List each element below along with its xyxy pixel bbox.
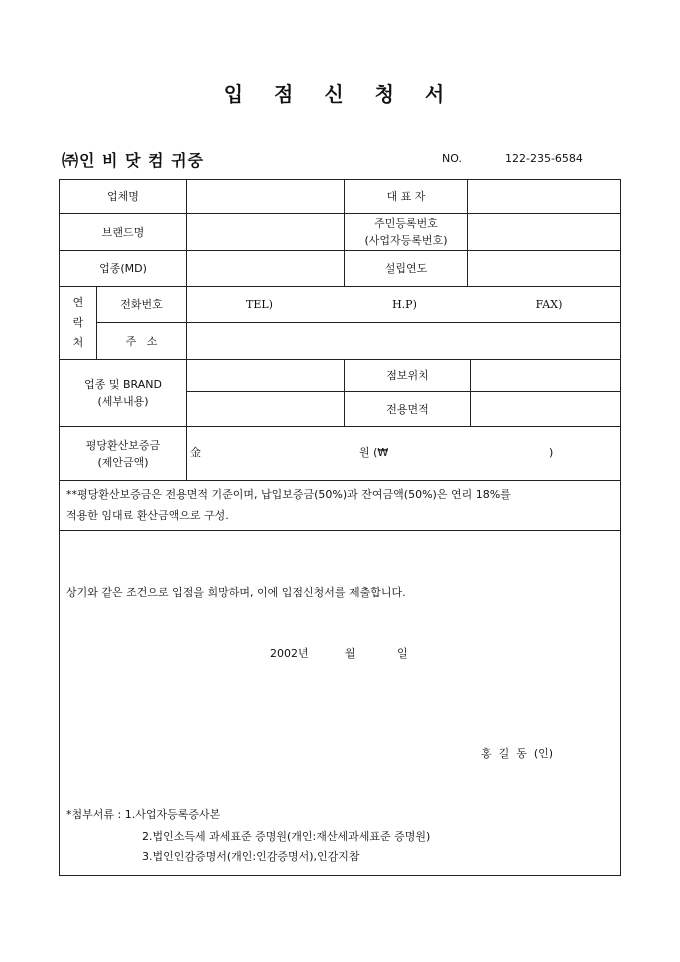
declaration-text: 상기와 같은 조건으로 입점을 희망하며, 이에 입점신청서를 제출합니다. [66, 586, 406, 599]
document-number: 122-235-6584 [505, 152, 583, 165]
amount-close: ) [549, 446, 554, 459]
address-field[interactable] [187, 323, 621, 359]
fax-field[interactable]: FAX) [535, 298, 563, 311]
brand-details-label [60, 360, 186, 426]
contact-char: 처 [72, 336, 84, 349]
founding-year-label: 설립연도 [384, 262, 428, 275]
deposit-label [60, 427, 186, 480]
brand-details-field-2[interactable] [187, 392, 344, 426]
applicant-signature: 홍 길 동 (인) [481, 747, 554, 760]
company-name-field[interactable] [187, 180, 344, 213]
brand-details-subtitle: (세부내용) [97, 395, 149, 408]
column-divider [186, 426, 187, 480]
document-title: 입 점 신 청 서 [223, 82, 457, 106]
contact-char: 락 [72, 316, 84, 329]
address-label: 주 소 [125, 334, 158, 348]
exclusive-area-label: 전용면적 [386, 402, 429, 416]
founding-year-field[interactable] [468, 251, 621, 286]
amount-won: 원 (₩ [359, 446, 389, 459]
application-form-table [59, 179, 621, 876]
business-type-label: 업종(MD) [99, 262, 147, 275]
mobile-field[interactable]: H.P) [392, 298, 417, 311]
company-name-label: 업체명 [107, 190, 139, 203]
business-number-label: (사업자등록번호) [364, 234, 448, 247]
deposit-title: 평당환산보증금 [85, 438, 161, 452]
date-day: 일 [397, 647, 408, 660]
date-year: 2002년 [270, 647, 309, 660]
deposit-note-line-1: **평당환산보증금은 전용면적 기준이며, 납입보증금(50%)과 잔여금액(50%)은 연리 18%를 [66, 488, 511, 501]
brand-name-field[interactable] [187, 214, 344, 250]
document-number-label: NO. [442, 152, 462, 165]
exclusive-area-field[interactable] [471, 392, 621, 426]
row-divider [60, 480, 621, 481]
registration-number-field[interactable] [468, 214, 621, 250]
tel-field[interactable]: TEL) [246, 298, 273, 311]
brand-name-label: 브랜드명 [101, 225, 145, 239]
business-type-field[interactable] [187, 251, 344, 286]
deposit-note-line-2: 적용한 임대료 환산금액으로 구성. [66, 509, 229, 522]
recipient-company: ㈜인 비 닷 컴 귀중 [62, 151, 205, 170]
amount-prefix: 金 [190, 446, 201, 459]
deposit-subtitle: (제안금액) [97, 455, 149, 469]
attachments-line-3: 3.법인인감증명서(개인:인감증명서),인감지참 [142, 850, 360, 863]
date-month: 월 [345, 647, 356, 660]
brand-details-title: 업종 및 BRAND [84, 378, 162, 391]
registration-number-label [345, 214, 467, 250]
store-location-label: 점보위치 [386, 369, 429, 382]
representative-field[interactable] [468, 180, 621, 213]
attachments-line-2: 2.법인소득세 과세표준 증명원(개인:재산세과세표준 증명원) [142, 830, 431, 843]
phone-label: 전화번호 [120, 298, 163, 311]
store-location-field[interactable] [471, 360, 621, 391]
contact-char: 연 [72, 296, 84, 309]
brand-details-field-1[interactable] [187, 360, 344, 391]
contact-label [60, 287, 96, 359]
resident-number-label: 주민등록번호 [374, 217, 438, 230]
row-divider [60, 530, 621, 531]
attachments-line-1: *첨부서류 : 1.사업자등록증사본 [66, 808, 221, 821]
representative-label: 대 표 자 [386, 190, 426, 203]
